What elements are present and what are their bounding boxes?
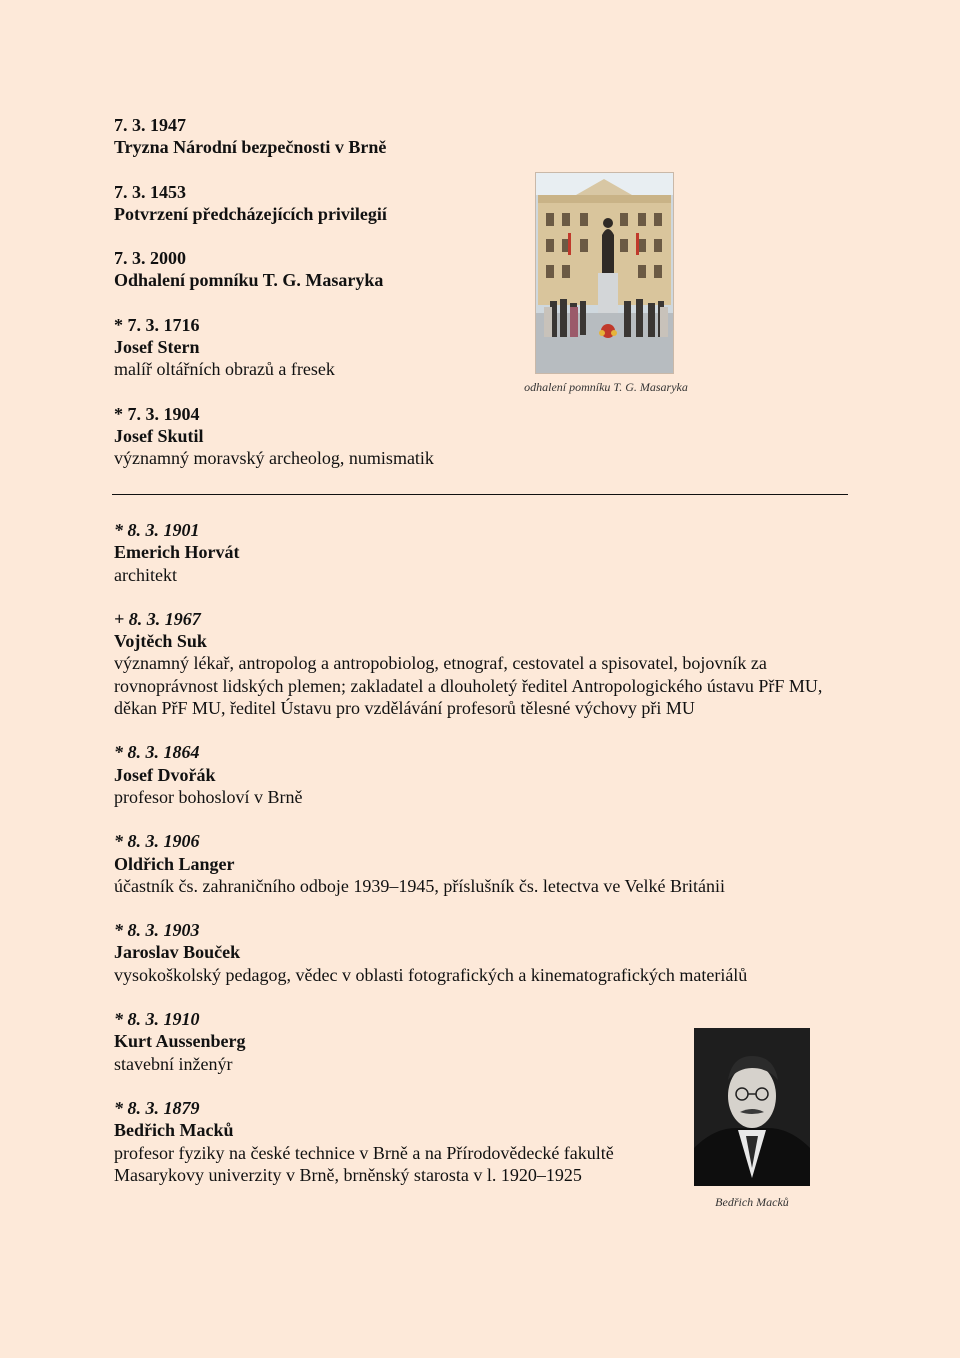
top-entries: [114, 114, 514, 492]
section-divider: [112, 494, 848, 495]
entry-description: významný moravský archeolog, numismatik: [114, 448, 434, 469]
entry-description: profesor bohosloví v Brně: [114, 786, 303, 807]
entry-title: Bedřich Macků: [114, 1120, 234, 1141]
entry-title: Odhalení pomníku T. G. Masaryka: [114, 270, 384, 291]
entry-date: * 7. 3. 1716: [114, 314, 200, 335]
entry-description: malíř oltářních obrazů a fresek: [114, 359, 335, 380]
entry-title: Potvrzení předcházejících privilegií: [114, 203, 387, 224]
entry-title: Emerich Horvát: [114, 542, 240, 563]
entry-title: Josef Skutil: [114, 425, 204, 446]
entry-title: Josef Stern: [114, 337, 200, 358]
masaryk-monument-photo: [535, 172, 674, 374]
entry-title: Tryzna Národní bezpečnosti v Brně: [114, 137, 387, 158]
entry-date: + 8. 3. 1967: [114, 608, 201, 629]
entry: [114, 608, 844, 719]
entry-date: 7. 3. 1947: [114, 115, 186, 135]
entry-date: 7. 3. 2000: [114, 248, 186, 269]
entry-title: Vojtěch Suk: [114, 631, 207, 652]
macku-portrait-photo: [694, 1028, 810, 1186]
entry-description: účastník čs. zahraničního odboje 1939–1945, příslušník čs. letectva ve Velké Británii: [114, 875, 726, 896]
entry-description: vysokoškolský pedagog, vědec v oblasti fotografických a kinematografických materiálů: [114, 964, 748, 985]
entry-date: * 8. 3. 1901: [114, 520, 200, 540]
entry: [114, 314, 514, 381]
masaryk-photo-caption: odhalení pomníku T. G. Masaryka: [524, 380, 688, 394]
entry: [114, 519, 844, 586]
entry: [114, 741, 844, 808]
entry-title: Kurt Aussenberg: [114, 1031, 246, 1052]
entry: [114, 181, 514, 226]
entry: [114, 830, 844, 897]
entry-description: stavební inženýr: [114, 1053, 233, 1074]
entry-description: profesor fyziky na české technice v Brně a na Přírodovědecké fakultě Masarykovy univerzity v Brně, brněnský starosta v l. 1920–1925: [114, 1142, 614, 1185]
entry-date: * 7. 3. 1904: [114, 403, 200, 424]
entry-date: 7. 3. 1453: [114, 181, 186, 202]
entry-description: architekt: [114, 564, 177, 585]
entry-date: * 8. 3. 1864: [114, 742, 200, 763]
entry: [114, 919, 844, 986]
entry-date: * 8. 3. 1906: [114, 831, 200, 852]
entry: [114, 114, 514, 159]
entry-date: * 8. 3. 1910: [114, 1009, 200, 1030]
entry-title: Josef Dvořák: [114, 764, 216, 785]
macku-photo-caption: Bedřich Macků: [715, 1195, 789, 1209]
entry-date: * 8. 3. 1903: [114, 920, 200, 941]
entry-date: * 8. 3. 1879: [114, 1097, 200, 1118]
entry: [114, 1097, 674, 1186]
entry-title: Jaroslav Bouček: [114, 942, 241, 963]
entry: [114, 403, 514, 470]
entry-description: významný lékař, antropolog a antropobiolog, etnograf, cestovatel a spisovatel, bojovník za rovnoprávnost lidských plemen; zakladatel a dlouholetý ředitel Antropologického ústavu PřF MU, děkan PřF MU, ředitel Ústavu pro vzdělávání profesorů tělesné výchovy při MU: [114, 653, 823, 719]
entry-title: Oldřich Langer: [114, 853, 235, 874]
entry: [114, 247, 514, 292]
